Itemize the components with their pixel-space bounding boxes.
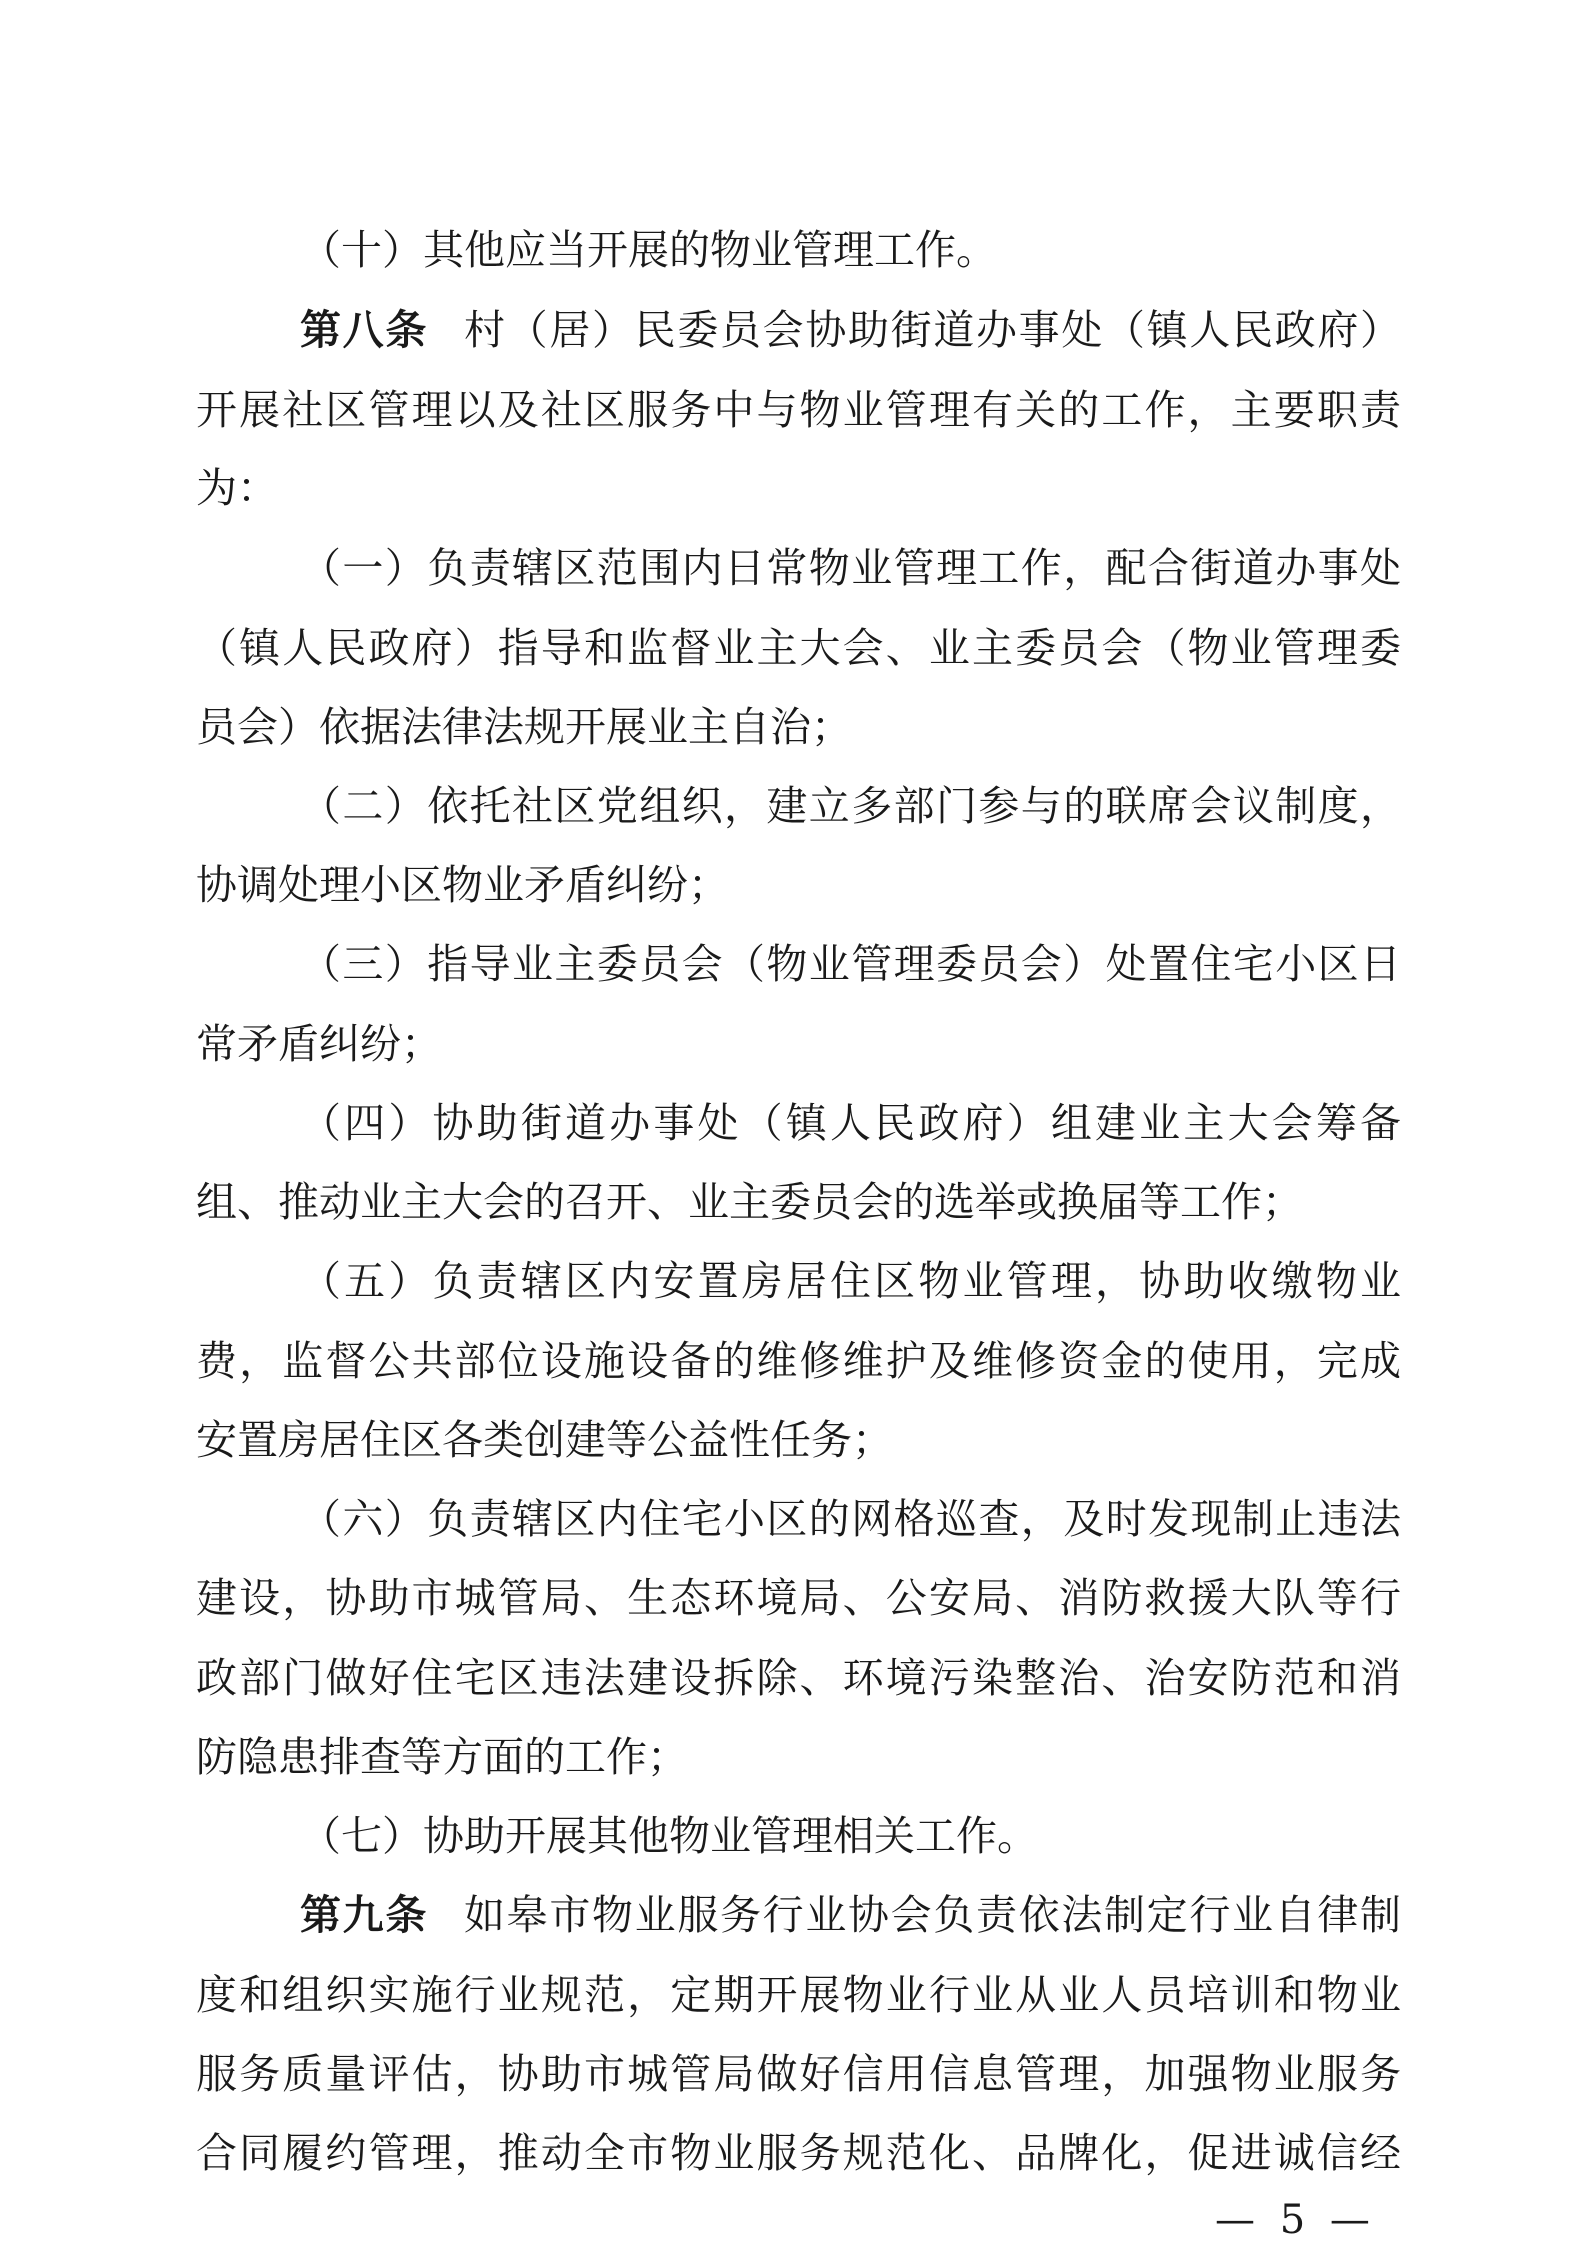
paragraph-line: 员会）依据法律法规开展业主自治； — [196, 703, 852, 751]
paragraph-line: 开展社区管理以及社区服务中与物业管理有关的工作，主要职责 — [196, 386, 1401, 434]
paragraph-line: 常矛盾纠纷； — [196, 1020, 442, 1068]
paragraph-line: （四）协助街道办事处（镇人民政府）组建业主大会筹备 — [300, 1099, 1401, 1147]
paragraph-line: 组、推动业主大会的召开、业主委员会的选举或换届等工作； — [196, 1178, 1303, 1226]
paragraph-line: （二）依托社区党组织，建立多部门参与的联席会议制度， — [300, 782, 1401, 830]
paragraph-line: （五）负责辖区内安置房居住区物业管理，协助收缴物业 — [300, 1257, 1401, 1305]
paragraph-line: 为： — [196, 464, 278, 512]
paragraph-line: 合同履约管理，推动全市物业服务规范化、品牌化，促进诚信经 — [196, 2129, 1401, 2177]
paragraph-line: 服务质量评估，协助市城管局做好信用信息管理，加强物业服务 — [196, 2050, 1401, 2098]
paragraph-line: 防隐患排查等方面的工作； — [196, 1733, 688, 1781]
article-9-line: 第九条 如皋市物业服务行业协会负责依法制定行业自律制 — [300, 1891, 1401, 1939]
paragraph-line: （六）负责辖区内住宅小区的网格巡查，及时发现制止违法 — [300, 1495, 1401, 1543]
paragraph-line: （十）其他应当开展的物业管理工作。 — [300, 226, 997, 274]
article-heading: 第八条 — [300, 306, 428, 354]
paragraph-line: 政部门做好住宅区违法建设拆除、环境污染整治、治安防范和消 — [196, 1654, 1401, 1702]
paragraph-line: （一）负责辖区范围内日常物业管理工作，配合街道办事处 — [300, 544, 1401, 592]
paragraph-line: 协调处理小区物业矛盾纠纷； — [196, 861, 729, 909]
paragraph-line: 安置房居住区各类创建等公益性任务； — [196, 1416, 893, 1464]
article-heading: 第九条 — [300, 1891, 428, 1939]
paragraph-line: （七）协助开展其他物业管理相关工作。 — [300, 1812, 1038, 1860]
article-8-line: 第八条 村（居）民委员会协助街道办事处（镇人民政府） — [300, 306, 1401, 354]
paragraph-line: 建设，协助市城管局、生态环境局、公安局、消防救援大队等行 — [196, 1574, 1401, 1622]
paragraph-line: 费，监督公共部位设施设备的维修维护及维修资金的使用，完成 — [196, 1337, 1401, 1385]
paragraph-line: （三）指导业主委员会（物业管理委员会）处置住宅小区日 — [300, 940, 1401, 988]
paragraph-line: 度和组织实施行业规范，定期开展物业行业从业人员培训和物业 — [196, 1971, 1401, 2019]
paragraph-line: （镇人民政府）指导和监督业主大会、业主委员会（物业管理委 — [196, 624, 1401, 672]
page-number: — 5 — — [1215, 2197, 1376, 2243]
